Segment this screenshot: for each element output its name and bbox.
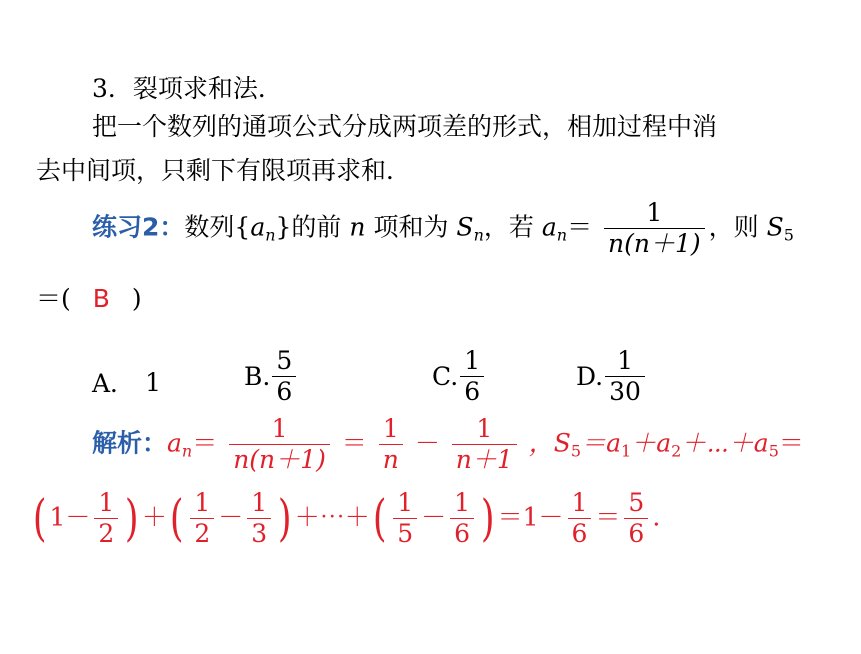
solution-line-1: 解析：$a_n=$ $\frac{1}{n(n+1)}$ ＝ $\frac{1}{n}$ － $\frac{1}{n+1}$ ，$S_5=a_1+a_2+\cdots+a_5=$ — [92, 414, 804, 475]
exercise-fraction: $\frac{1}{n(n+1)}$ — [604, 200, 705, 258]
option-c[interactable]: C. $\frac{1}{6}$ — [432, 348, 488, 406]
option-b[interactable]: B. $\frac{5}{6}$ — [244, 348, 300, 406]
option-d[interactable]: D. $\frac{1}{30}$ — [576, 348, 649, 406]
solution-line-2: ( 1－ $\frac{1}{2}$ ) ＋( $\frac{1}{2}$ － $\frac{1}{3}$ ) ＋⋯＋( $\frac{1}{5}$ － $\frac{1}{6}$ ) ＝1－ $\frac{1}{6}$ ＝ $\frac{5}{6}$ . — [32, 488, 661, 549]
exercise-line-1: 练习2：数列$\{a_n\}$的前 n 项和为 $S_n$，若 $a_n=$ $\frac{1}{n(n+1)}$ ，则 $S_5$ — [92, 198, 794, 259]
description-line-1: 把一个数列的通项公式分成两项差的形式，相加过程中消 — [92, 112, 718, 141]
description-line-2: 去中间项，只剩下有限项再求和． — [36, 156, 412, 185]
option-a[interactable]: A． 1 — [92, 367, 161, 398]
exercise-line-2: ＝( B ) — [36, 284, 142, 313]
solution-label: 解析： — [92, 428, 168, 458]
heading: 3．裂项求和法． — [92, 74, 283, 103]
exercise-label: 练习2： — [92, 212, 185, 242]
answer: B — [92, 284, 110, 313]
